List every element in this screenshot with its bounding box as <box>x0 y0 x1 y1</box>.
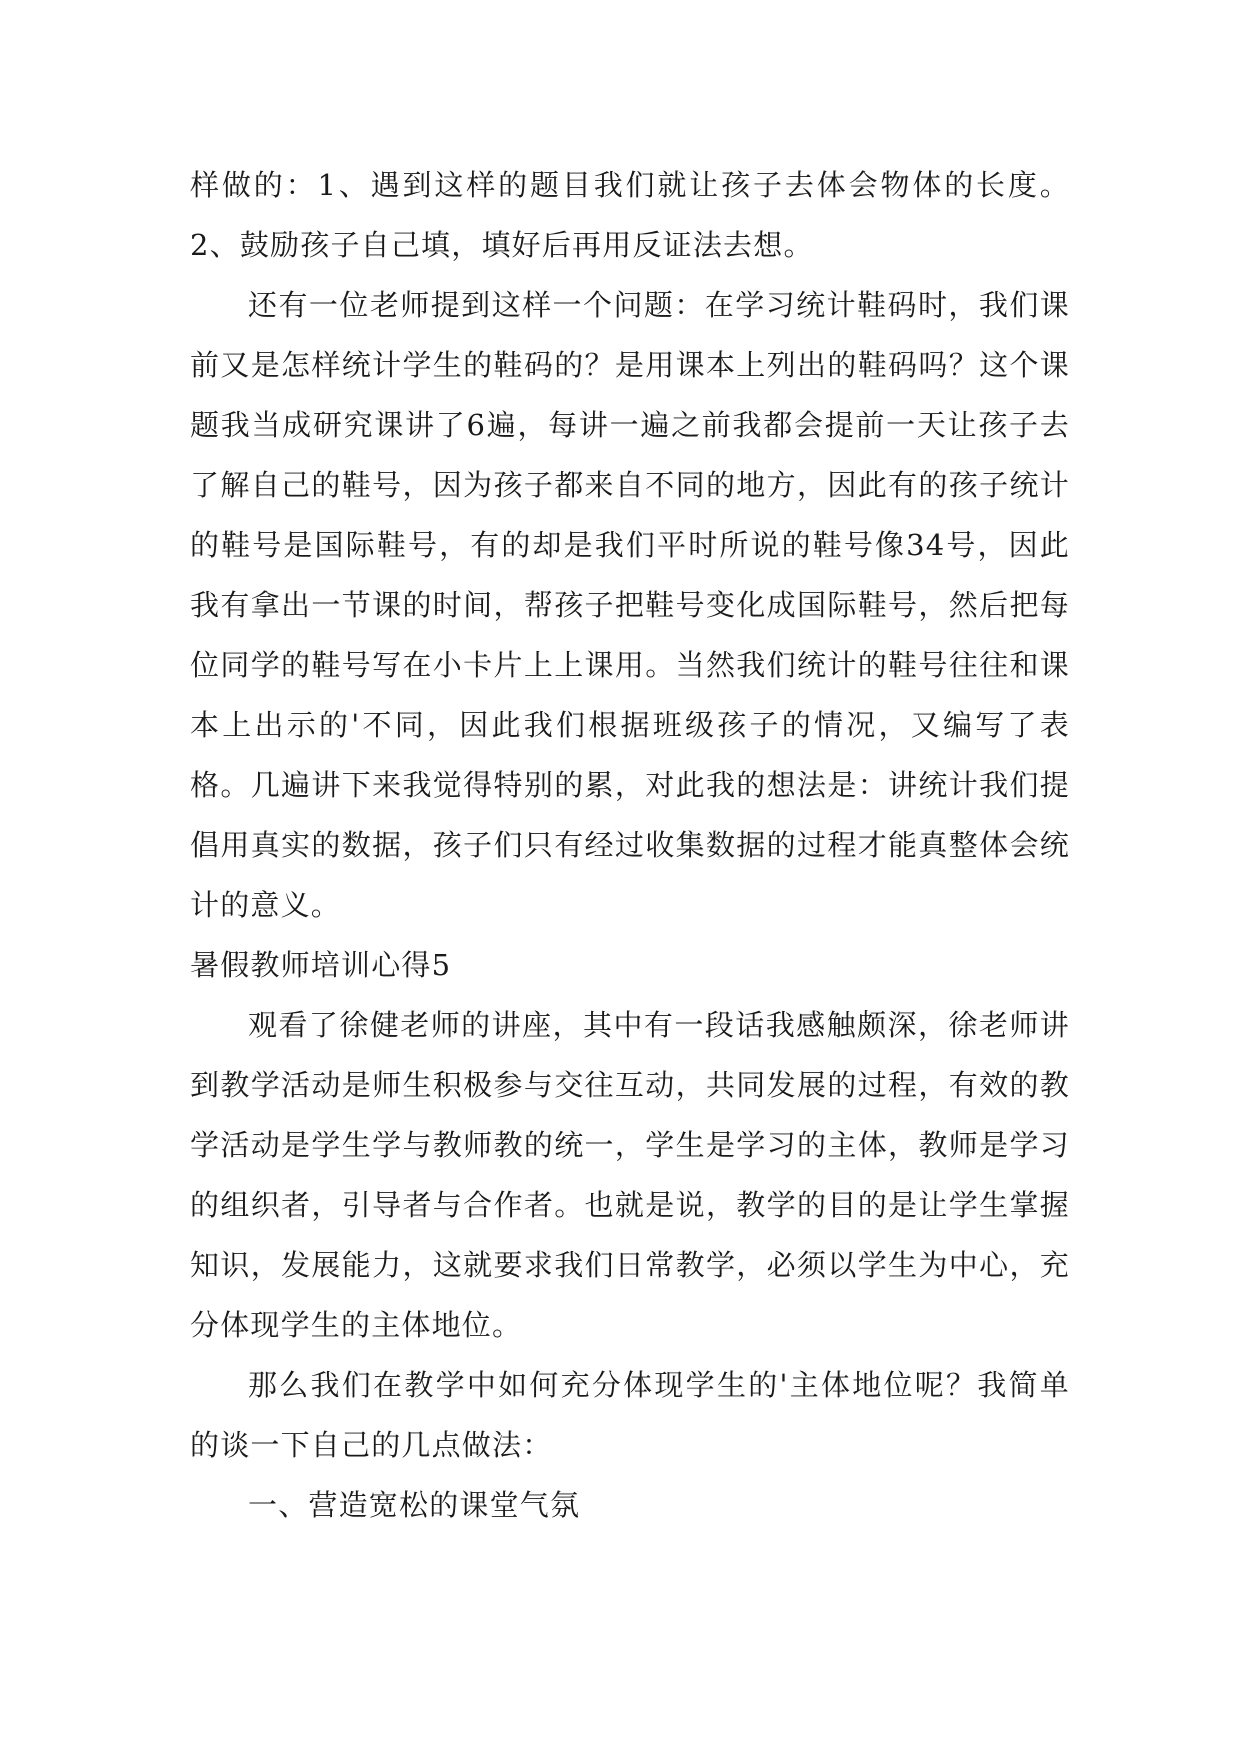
paragraph-shoe-size-statistics: 还有一位老师提到这样一个问题：在学习统计鞋码时，我们课前又是怎样统计学生的鞋码的？是用课本上列出的鞋码吗？这个课题我当成研究课讲了6遍，每讲一遍之前我都会提前一天让孩子去了解自己的鞋号，因为孩子都来自不同的地方，因此有的孩子统计的鞋号是国际鞋号，有的却是我们平时所说的鞋号像34号，因此我有拿出一节课的时间，帮孩子把鞋号变化成国际鞋号，然后把每位同学的鞋号写在小卡片上上课用。当然我们统计的鞋号往往和课本上出示的'不同，因此我们根据班级孩子的情况，又编写了表格。几遍讲下来我觉得特别的累，对此我的想法是：讲统计我们提倡用真实的数据，孩子们只有经过收集数据的过程才能真整体会统计的意义。 <box>190 288 1070 922</box>
paragraph-subheading-classroom-atmosphere: 一、营造宽松的课堂气氛 <box>248 1488 581 1522</box>
paragraph-lecture-reflection: 观看了徐健老师的讲座，其中有一段话我感触颇深，徐老师讲到教学活动是师生积极参与交往互动，共同发展的过程，有效的教学活动是学生学与教师教的统一，学生是学习的主体，教师是学习的组织者，引导者与合作者。也就是说，教学的目的是让学生掌握知识，发展能力，这就要求我们日常教学，必须以学生为中心，充分体现学生的主体地位。 <box>190 1008 1070 1342</box>
section-heading: 暑假教师培训心得5 <box>190 948 452 982</box>
paragraph-continuation: 样做的：1、遇到这样的题目我们就让孩子去体会物体的长度。2、鼓励孩子自己填，填好后再用反证法去想。 <box>190 168 1070 262</box>
document-body <box>190 155 1070 1535</box>
paragraph-student-subject-question: 那么我们在教学中如何充分体现学生的'主体地位呢？我简单的谈一下自己的几点做法： <box>190 1368 1070 1462</box>
